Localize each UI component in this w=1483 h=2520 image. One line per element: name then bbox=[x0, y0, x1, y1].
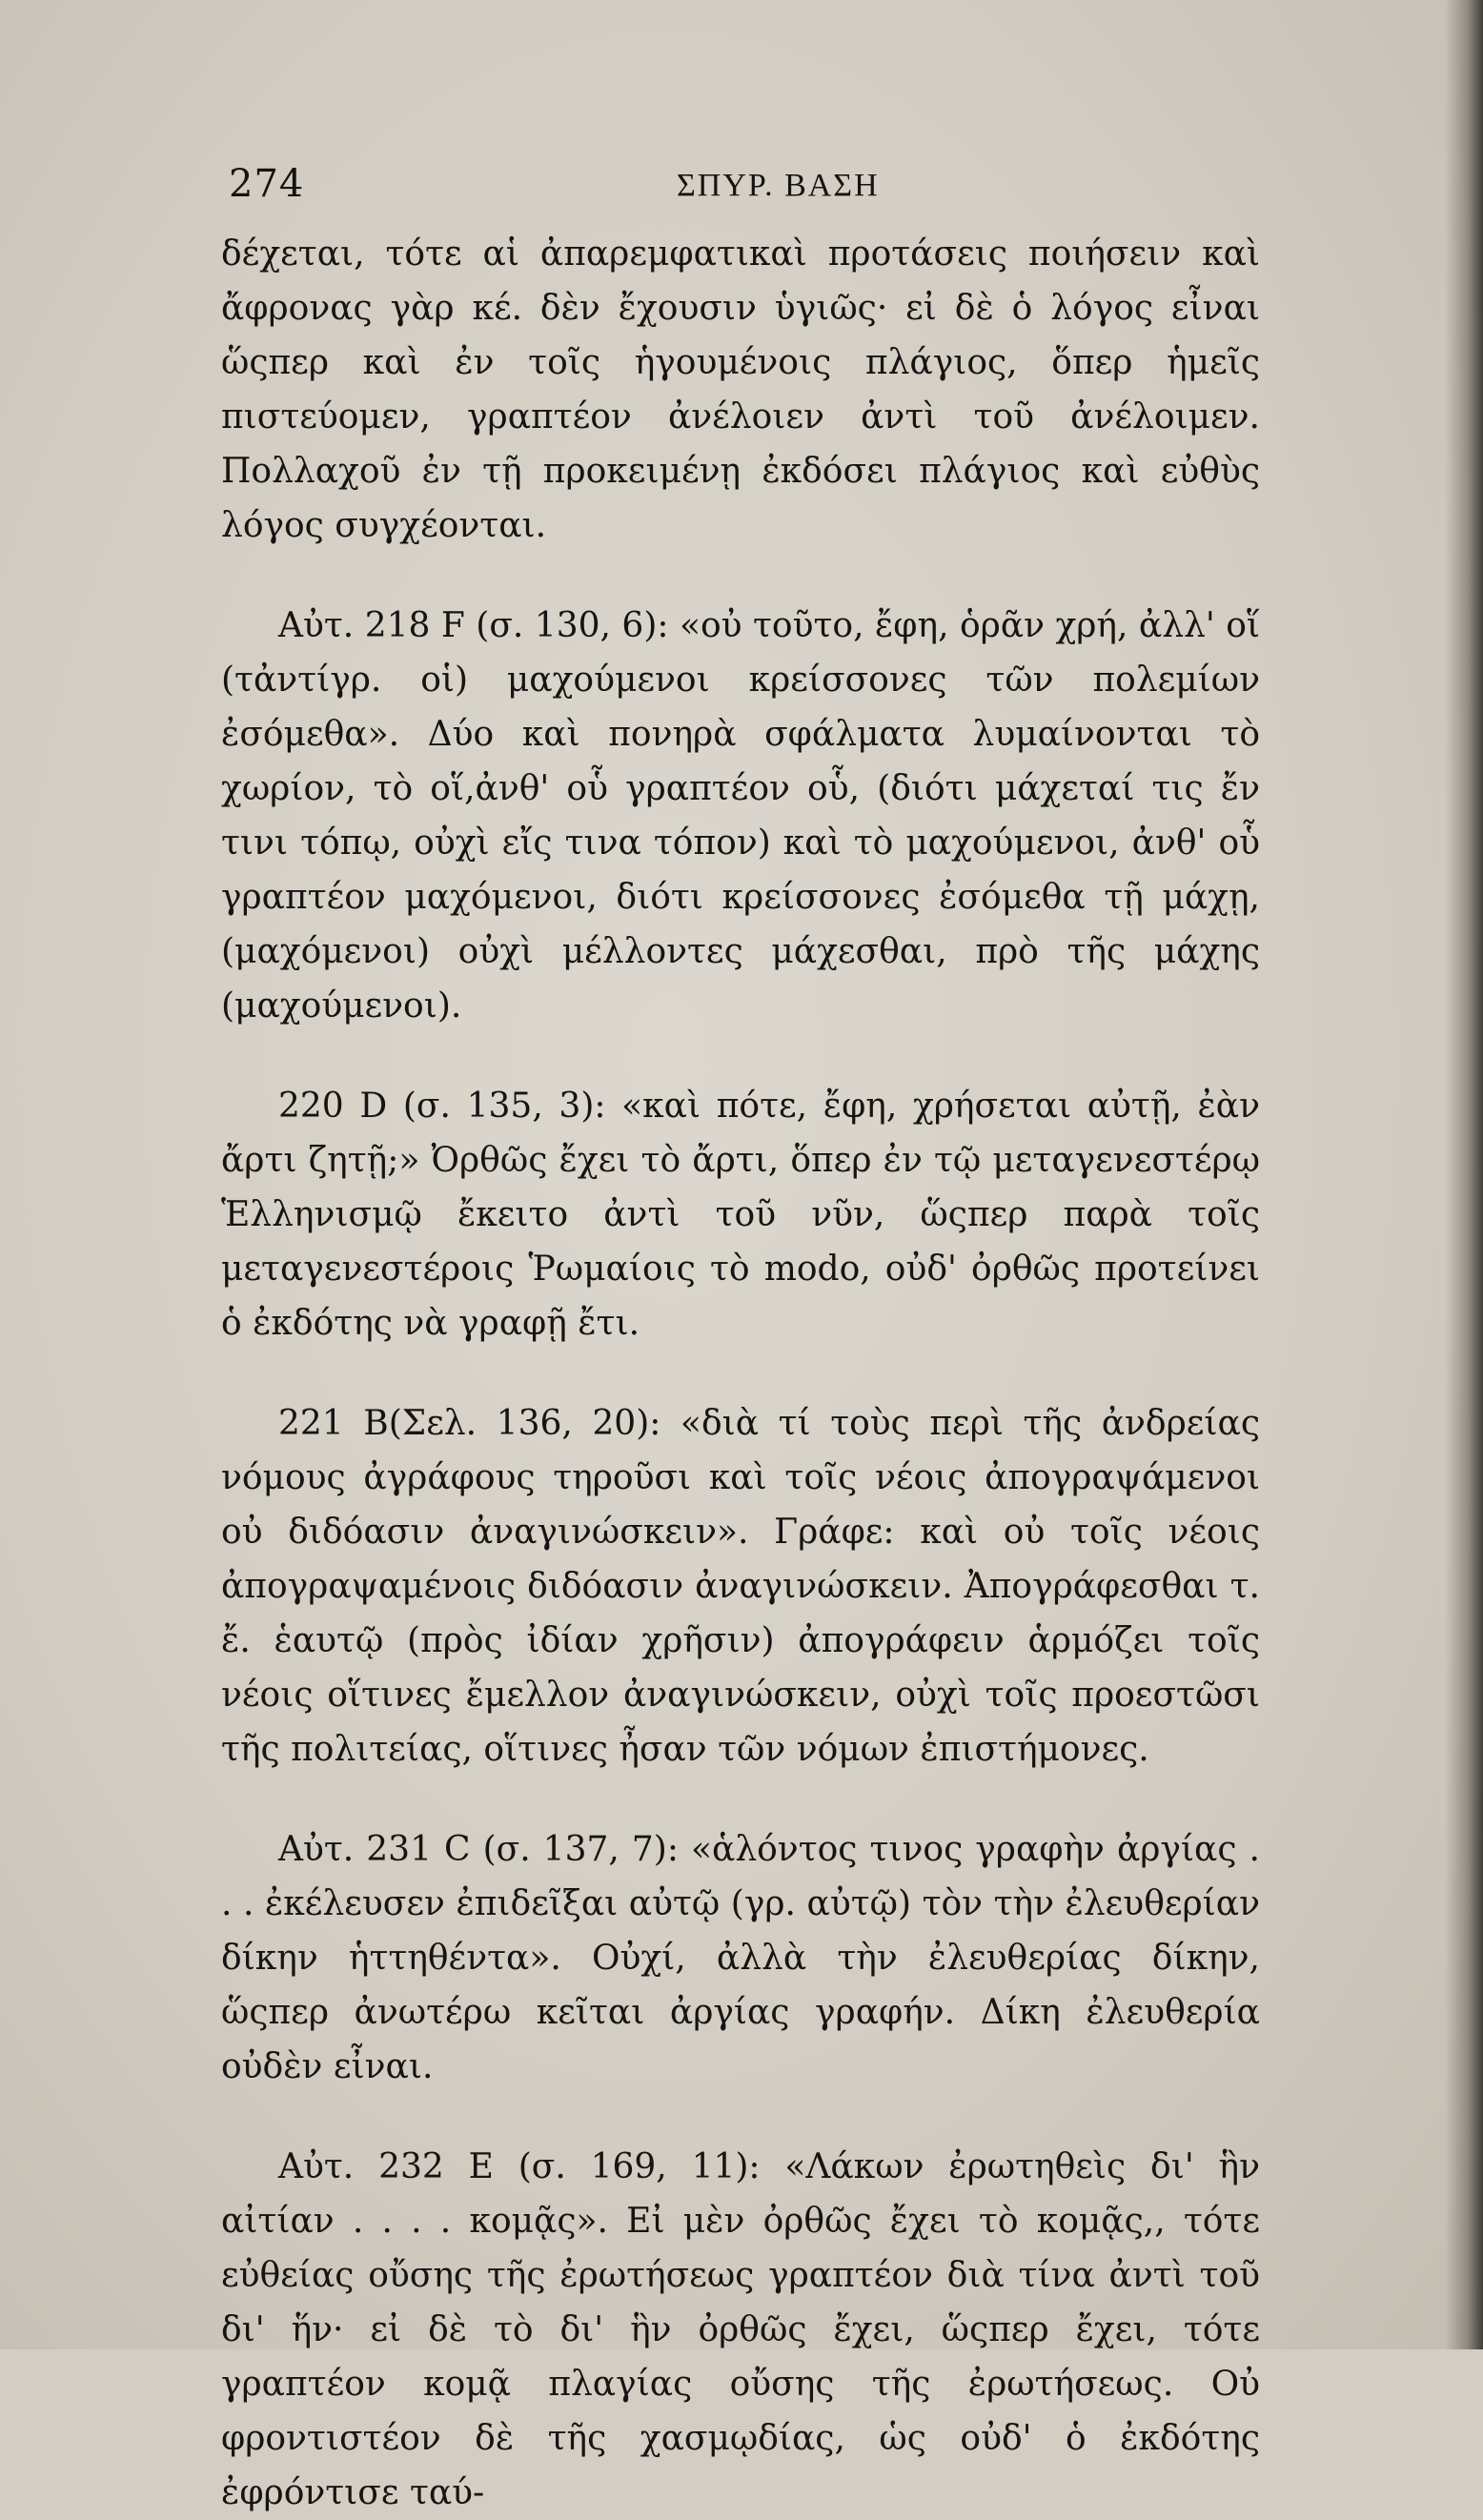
paragraph-232E: Αὐτ. 232 E (σ. 169, 11): «Λάκων ἐρωτηθεὶς δι' ἣν αἰτίαν . . . . κομᾷς». Εἰ μὲν ὀρθῶς ἔχει τὸ κομᾷς,, τότε εὐθείας οὔσης τῆς ἐρωτήσεως γραπτέον διὰ τίνα ἀντὶ τοῦ δι' ἥν· εἰ δὲ τὸ δι' ἣν ὀρθῶς ἔχει, ὥςπερ ἔχει, τότε γραπτέον κομᾷ πλαγίας οὔσης τῆς ἐρωτήσεως. Οὐ φροντιστέον δὲ τῆς χασμῳδίας, ὡς οὐδ' ὁ ἐκδότης ἐφρόντισε ταύ- bbox=[221, 2147, 1260, 2512]
paragraph-218F: Αὐτ. 218 F (σ. 130, 6): «οὐ τοῦτο, ἔφη, ὁρᾶν χρή, ἀλλ' οἵ (τἀντίγρ. οἱ) μαχούμενοι κρείσσονες τῶν πολεμίων ἐσόμεθα». Δύο καὶ πονηρὰ σφάλματα λυμαίνονται τὸ χωρίον, τὸ οἵ,ἀνθ' οὗ γραπτέον οὗ, (διότι μάχεταί τις ἔν τινι τόπῳ, οὐχὶ εἴς τινα τόπον) καὶ τὸ μαχούμενοι, ἀνθ' οὗ γραπτέον μαχόμενοι, διότι κρείσσονες ἐσόμεθα τῇ μάχῃ, (μαχόμενοι) οὐχὶ μέλλοντες μάχεσθαι, πρὸ τῆς μάχης (μαχούμενοι). bbox=[221, 606, 1260, 1026]
paragraph-221B: 221 B(Σελ. 136, 20): «διὰ τί τοὺς περὶ τῆς ἀνδρείας νόμους ἀγράφους τηροῦσι καὶ τοῖς νέοις ἀπογραψάμενοι οὐ διδόασιν ἀναγινώσκειν». Γράφε: καὶ οὐ τοῖς νέοις ἀπογραψαμένοις διδόασιν ἀναγινώσκειν. Ἀπογράφεσθαι τ. ἔ. ἑαυτῷ (πρὸς ἰδίαν χρῆσιν) ἀπογράφειν ἁρμόζει τοῖς νέοις οἵτινες ἔμελλον ἀναγινώσκειν, οὐχὶ τοῖς προεστῶσι τῆς πολιτείας, οἵτινες ἦσαν τῶν νόμων ἐπιστήμονες. bbox=[221, 1404, 1260, 1769]
page-header bbox=[229, 162, 1258, 219]
page-number: 274 bbox=[229, 162, 305, 206]
binding-shadow bbox=[1445, 0, 1483, 2349]
paragraph-continuation: δέχεται, τότε αἱ ἀπαρεμφατικαὶ προτάσεις ποιήσειν καὶ ἄφρονας γὰρ κέ. δὲν ἔχουσιν ὑγιῶς· εἰ δὲ ὁ λόγος εἶναι ὥςπερ καὶ ἐν τοῖς ἡγουμένοις πλάγιος, ὅπερ ἡμεῖς πιστεύομεν, γραπτέον ἀνέλοιεν ἀντὶ τοῦ ἀνέλοιμεν. Πολλαχοῦ ἐν τῇ προκειμένῃ ἐκδόσει πλάγιος καὶ εὐθὺς λόγος συγχέονται. bbox=[221, 234, 1260, 545]
paragraph-231C: Αὐτ. 231 C (σ. 137, 7): «ἁλόντος τινος γραφὴν ἀργίας . . . ἐκέλευσεν ἐπιδεῖξαι αὐτῷ (γρ. αὐτῷ) τὸν τὴν ἐλευθερίαν δίκην ἡττηθέντα». Οὐχί, ἀλλὰ τὴν ἐλευθερίας δίκην, ὥςπερ ἀνωτέρω κεῖται ἀργίας γραφήν. Δίκη ἐλευθερία οὐδὲν εἶναι. bbox=[221, 1830, 1260, 2086]
page-body bbox=[221, 227, 1260, 2520]
running-head: ΣΠΥΡ. ΒΑΣΗ bbox=[677, 168, 880, 203]
paragraph-220D: 220 D (σ. 135, 3): «καὶ πότε, ἔφη, χρήσεται αὐτῇ, ἐὰν ἄρτι ζητῇ;» Ὀρθῶς ἔχει τὸ ἄρτι, ὅπερ ἐν τῷ μεταγενεστέρῳ Ἑλληνισμῷ ἔκειτο ἀντὶ τοῦ νῦν, ὥςπερ παρὰ τοῖς μεταγενεστέροις Ῥωμαίοις τὸ modo, οὐδ' ὀρθῶς προτείνει ὁ ἐκδότης νὰ γραφῇ ἔτι. bbox=[221, 1087, 1260, 1343]
